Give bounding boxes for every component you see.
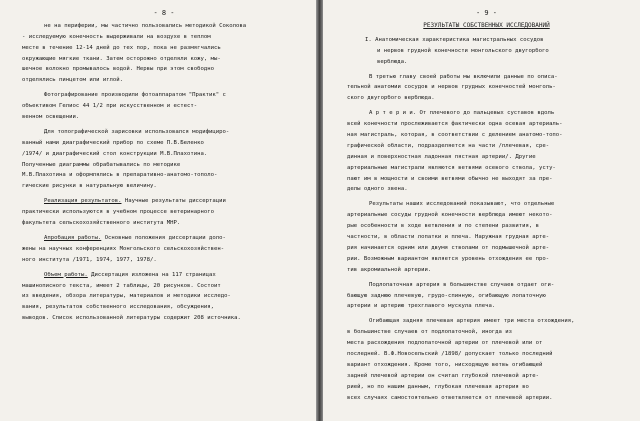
text-line: [22, 270, 306, 281]
text-line: всей конечности прослеживается фактически одна осевая артериаль-: [347, 121, 563, 128]
text-line: всех случаях самостоятельно ответвляется от плечевой артерии.: [347, 394, 553, 401]
text-line: и нервов грудной конечности монгольского двугорбого: [377, 47, 549, 54]
text-line: жены на научных конференциях Монгольского сельскохозяйствен-: [22, 245, 225, 252]
paragraph-label: Объем работы.: [44, 271, 88, 278]
text-line: Полученные диаграммы обрабатывались по методике: [22, 161, 181, 168]
text-line: задней плечевой артерии он считал глубокой плечевой арте-: [347, 372, 539, 379]
paragraph: [347, 316, 626, 403]
paragraph: [347, 280, 626, 313]
text-line: вариант отхождения. Кроме того, нисходящую ветвь огибающей: [347, 361, 543, 368]
text-line: М.В.Плахотина и оформлялись в препаративно-анатомо-тополо-: [22, 172, 218, 179]
paragraph: [347, 199, 626, 275]
text-line: графической области, подразделяется на части /плечевая, сре-: [347, 142, 550, 149]
text-line: динная и поверхностная ладонная пястная артерии/. Другие: [347, 153, 536, 160]
right-page-body: [347, 72, 626, 408]
right-page: [323, 0, 640, 421]
text-line: рией, но по нашим данным, глубокая плечевая артерия во: [347, 383, 529, 390]
text-line: Огибающая задняя плечевая артерия имеет три места отхождения,: [369, 318, 575, 325]
section-title: РЕЗУЛЬТАТЫ СОБСТВЕННЫХ ИССЛЕДОВАНИЙ: [423, 21, 550, 29]
paragraph: [22, 90, 306, 123]
text-line: в большинстве случаев от подлопаточной, иногда из: [347, 329, 513, 336]
text-line: тив акромиальной артерии.: [347, 266, 432, 273]
text-line: Подлопаточная артерия в большинстве случаев отдает оги-: [369, 281, 555, 288]
text-line: ного института /1971, 1974, 1977, 1978/.: [22, 256, 157, 263]
text-line: I. Анатомическая характеристика магистральных сосудов: [365, 36, 544, 43]
paragraph: [22, 127, 306, 192]
text-line: отделялись пинцетом или иглой.: [22, 77, 124, 84]
text-line: рия начинается одним или двумя стволами от подмышечной арте-: [347, 244, 550, 251]
text-line: /1974/ и диаграфический стол конструкции М.В.Плахотина.: [22, 150, 208, 157]
text-line: рые особенности в ходе ветвления и по степени развития, в: [347, 223, 539, 230]
text-line: факультета сельскохозяйственного института МНР.: [22, 220, 181, 227]
text-line: Результаты наших исследований показывают, что отдельные: [369, 201, 555, 208]
text-line: бающую заднюю плечевую, грудо-спинную, огибающую лопаточную: [347, 292, 546, 299]
text-line: артерии и артерию трехглавого мускула плеча.: [347, 303, 496, 310]
text-line: В третью главу своей работы мы включили данные по описа-: [369, 73, 558, 80]
text-line: вания, результатов собственного исследования, обсуждения,: [22, 304, 214, 311]
text-line: ского двугорбого верблюда.: [347, 95, 435, 102]
paragraph: [22, 196, 306, 229]
left-page-body: [22, 21, 306, 328]
text-line: частности, в области лопатки и плеча. Наружная грудная арте-: [347, 234, 550, 241]
text-line: [22, 196, 306, 207]
text-line: шечное волокно промывалось водой. Нервы при этом свободно: [22, 66, 214, 73]
text-line: месте в течение 12-14 дней до тех пор, пока не размягчались: [22, 44, 221, 51]
text-line: последней. В.Ф.Новосельский /1898/ допускает только последний: [347, 350, 553, 357]
text-line: - исследуемую конечность выдерживали на воздухе в теплом: [22, 33, 211, 40]
text-line: ванный нами диаграфический прибор по схеме П.В.Беленко: [22, 139, 204, 146]
text-line: окружающие мягкие ткани. Затем осторожно отделяли кожу, мы-: [22, 55, 221, 62]
text-line: венном освещении.: [22, 114, 80, 121]
text-line: ная магистраль, которая, в соответствии с делением анатомо-топо-: [347, 132, 563, 139]
text-line: [22, 233, 306, 244]
subsection-heading: [347, 35, 626, 72]
text-line: объективом Гелиос 44 1/2 при искусственном и естест-: [22, 103, 198, 110]
text-line: из введения, обзора литературы, материалов и методики исследо-: [22, 293, 231, 300]
text-line: места расхождения подлопаточной артерии от плечевой или от: [347, 340, 543, 347]
text-line: А р т е р и и. От плечевого до пальцевых суставов вдоль: [369, 110, 555, 117]
text-line: гические рисунки в натуральную величину.: [22, 183, 157, 190]
paragraph: [347, 108, 626, 195]
paragraph-label: Реализация результатов.: [44, 198, 122, 205]
paragraph: [22, 21, 306, 86]
text-line: делы одного звена.: [347, 186, 408, 193]
text-line: артериальные сосуды грудной конечности верблюда имеют некото-: [347, 212, 553, 219]
text-line: не на периферии, мы частично пользовались методикой Соколова: [44, 22, 247, 29]
left-page: [0, 0, 316, 421]
text-line: пают им в мощности и своими ветвями обычно не выходят за пре-: [347, 175, 553, 182]
text-line: артериальные магистрали являются ветвями осевого ствола, усту-: [347, 164, 556, 171]
text-line: выводов. Список использованной литературы содержит 208 источника.: [22, 315, 241, 322]
paragraph: [347, 72, 626, 105]
text-line: практически используются в учебном процессе ветеринарного: [22, 209, 214, 216]
paragraph: [22, 270, 306, 324]
paragraph-text: Научные результаты диссертации: [121, 198, 226, 205]
text-line: тельной анатомии сосудов и нервов грудных конечностей монголь-: [347, 84, 556, 91]
paragraph-label: Апробация работы.: [44, 234, 102, 241]
paragraph-text: Основные положения диссертации доло-: [101, 234, 226, 241]
page-number: - 8 -: [153, 9, 175, 17]
book-gutter: [316, 0, 323, 421]
text-line: машинописного текста, имеет 2 таблицы, 20 рисунков. Состоит: [22, 282, 221, 289]
text-line: Фотографирование производили фотоаппаратом "Практик" с: [44, 92, 226, 99]
text-line: верблюда.: [377, 58, 408, 65]
text-line: Для топографической зарисовки использовался модифициро-: [44, 128, 230, 135]
page-number: - 9 -: [475, 9, 498, 17]
paragraph-text: Диссертация изложена на 117 страницах: [87, 271, 216, 278]
text-line: рии. Возможным вариантом является уровень отхождения ее про-: [347, 255, 550, 262]
paragraph: [22, 233, 306, 266]
